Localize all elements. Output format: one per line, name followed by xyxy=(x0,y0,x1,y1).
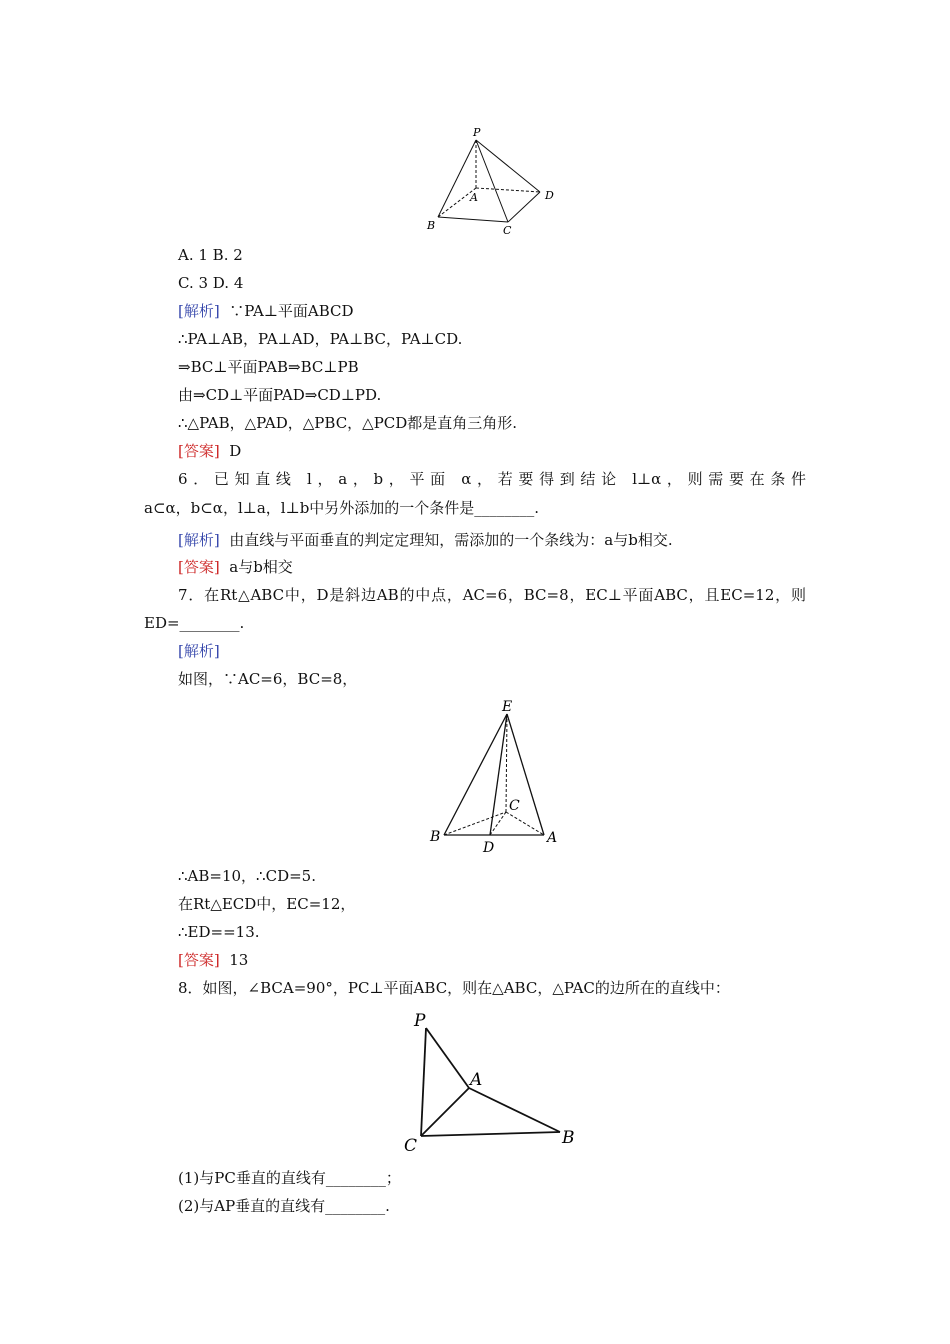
q5-options-row1: A. 1 B. 2 xyxy=(178,246,243,264)
pyramid-figure xyxy=(420,122,560,237)
q8-sub-1: (1)与PC垂直的直线有________； xyxy=(178,1169,401,1187)
answer-text: a与b相交 xyxy=(229,558,293,576)
analysis-text: 由直线与平面垂直的判定定理知，需添加的一个条线为：a与b相交. xyxy=(229,531,673,549)
q6-line-2: a⊂α，b⊂α，l⊥a，l⊥b中另外添加的一个条件是________. xyxy=(144,499,540,517)
answer-text: 13 xyxy=(229,951,249,969)
q5-answer xyxy=(178,441,241,461)
q7-after-line-3: ∴ED==13. xyxy=(178,923,260,941)
analysis-text: ∵PA⊥平面ABCD xyxy=(229,302,354,320)
q5-analysis-line-2: ∴PA⊥AB，PA⊥AD，PA⊥BC，PA⊥CD. xyxy=(178,330,463,348)
label-B: B xyxy=(427,219,436,232)
q5-analysis-line-4: 由⇒CD⊥平面PAD⇒CD⊥PD. xyxy=(178,386,382,404)
label-A: A xyxy=(470,1070,483,1090)
q7-line-2: ED=________. xyxy=(144,614,245,632)
label-C: C xyxy=(503,224,512,237)
answer-text: D xyxy=(229,442,242,460)
q5-options-row2: C. 3 D. 4 xyxy=(178,274,244,292)
analysis-tag: [解析] xyxy=(178,302,220,320)
label-B: B xyxy=(430,829,441,845)
q7-after-line-1: ∴AB=10，∴CD=5. xyxy=(178,867,316,885)
q7-analysis-tag: [解析] xyxy=(178,642,220,660)
label-A: A xyxy=(470,191,478,204)
label-C: C xyxy=(404,1136,418,1156)
tetrahedron-figure xyxy=(425,695,565,855)
answer-tag: [答案] xyxy=(178,442,220,460)
q6-line-1: 6．已知直线 l，a，b，平面 α，若要得到结论 l⊥α，则需要在条件 xyxy=(178,470,806,488)
q8-sub-2: (2)与AP垂直的直线有________. xyxy=(178,1197,390,1215)
q8-line-1: 8．如图，∠BCA=90°，PC⊥平面ABC，则在△ABC，△PAC的边所在的直线中： xyxy=(178,979,730,997)
q7-after-line-2: 在Rt△ECD中，EC=12， xyxy=(178,895,356,913)
label-P: P xyxy=(414,1011,426,1031)
q7-intro: 如图，∵AC=6，BC=8， xyxy=(178,670,358,688)
label-D: D xyxy=(545,189,554,202)
label-B: B xyxy=(562,1128,575,1148)
q6-answer xyxy=(178,557,293,577)
label-E: E xyxy=(502,699,513,715)
q7-line-1: 7．在Rt△ABC中，D是斜边AB的中点，AC=6，BC=8，EC⊥平面ABC，且EC=12，则 xyxy=(178,586,806,604)
answer-tag: [答案] xyxy=(178,558,220,576)
label-A: A xyxy=(547,830,558,846)
analysis-tag: [解析] xyxy=(178,531,220,549)
q5-analysis-line-1 xyxy=(178,301,354,321)
q6-analysis xyxy=(178,530,673,550)
q5-analysis-line-3: ⇒BC⊥平面PAB⇒BC⊥PB xyxy=(178,358,359,376)
label-C: C xyxy=(509,798,520,814)
answer-tag: [答案] xyxy=(178,951,220,969)
label-P: P xyxy=(473,126,481,139)
triangle-figure xyxy=(400,1005,585,1155)
q5-analysis-line-5: ∴△PAB，△PAD，△PBC，△PCD都是直角三角形. xyxy=(178,414,518,432)
label-D: D xyxy=(483,840,495,856)
q7-answer xyxy=(178,950,248,970)
